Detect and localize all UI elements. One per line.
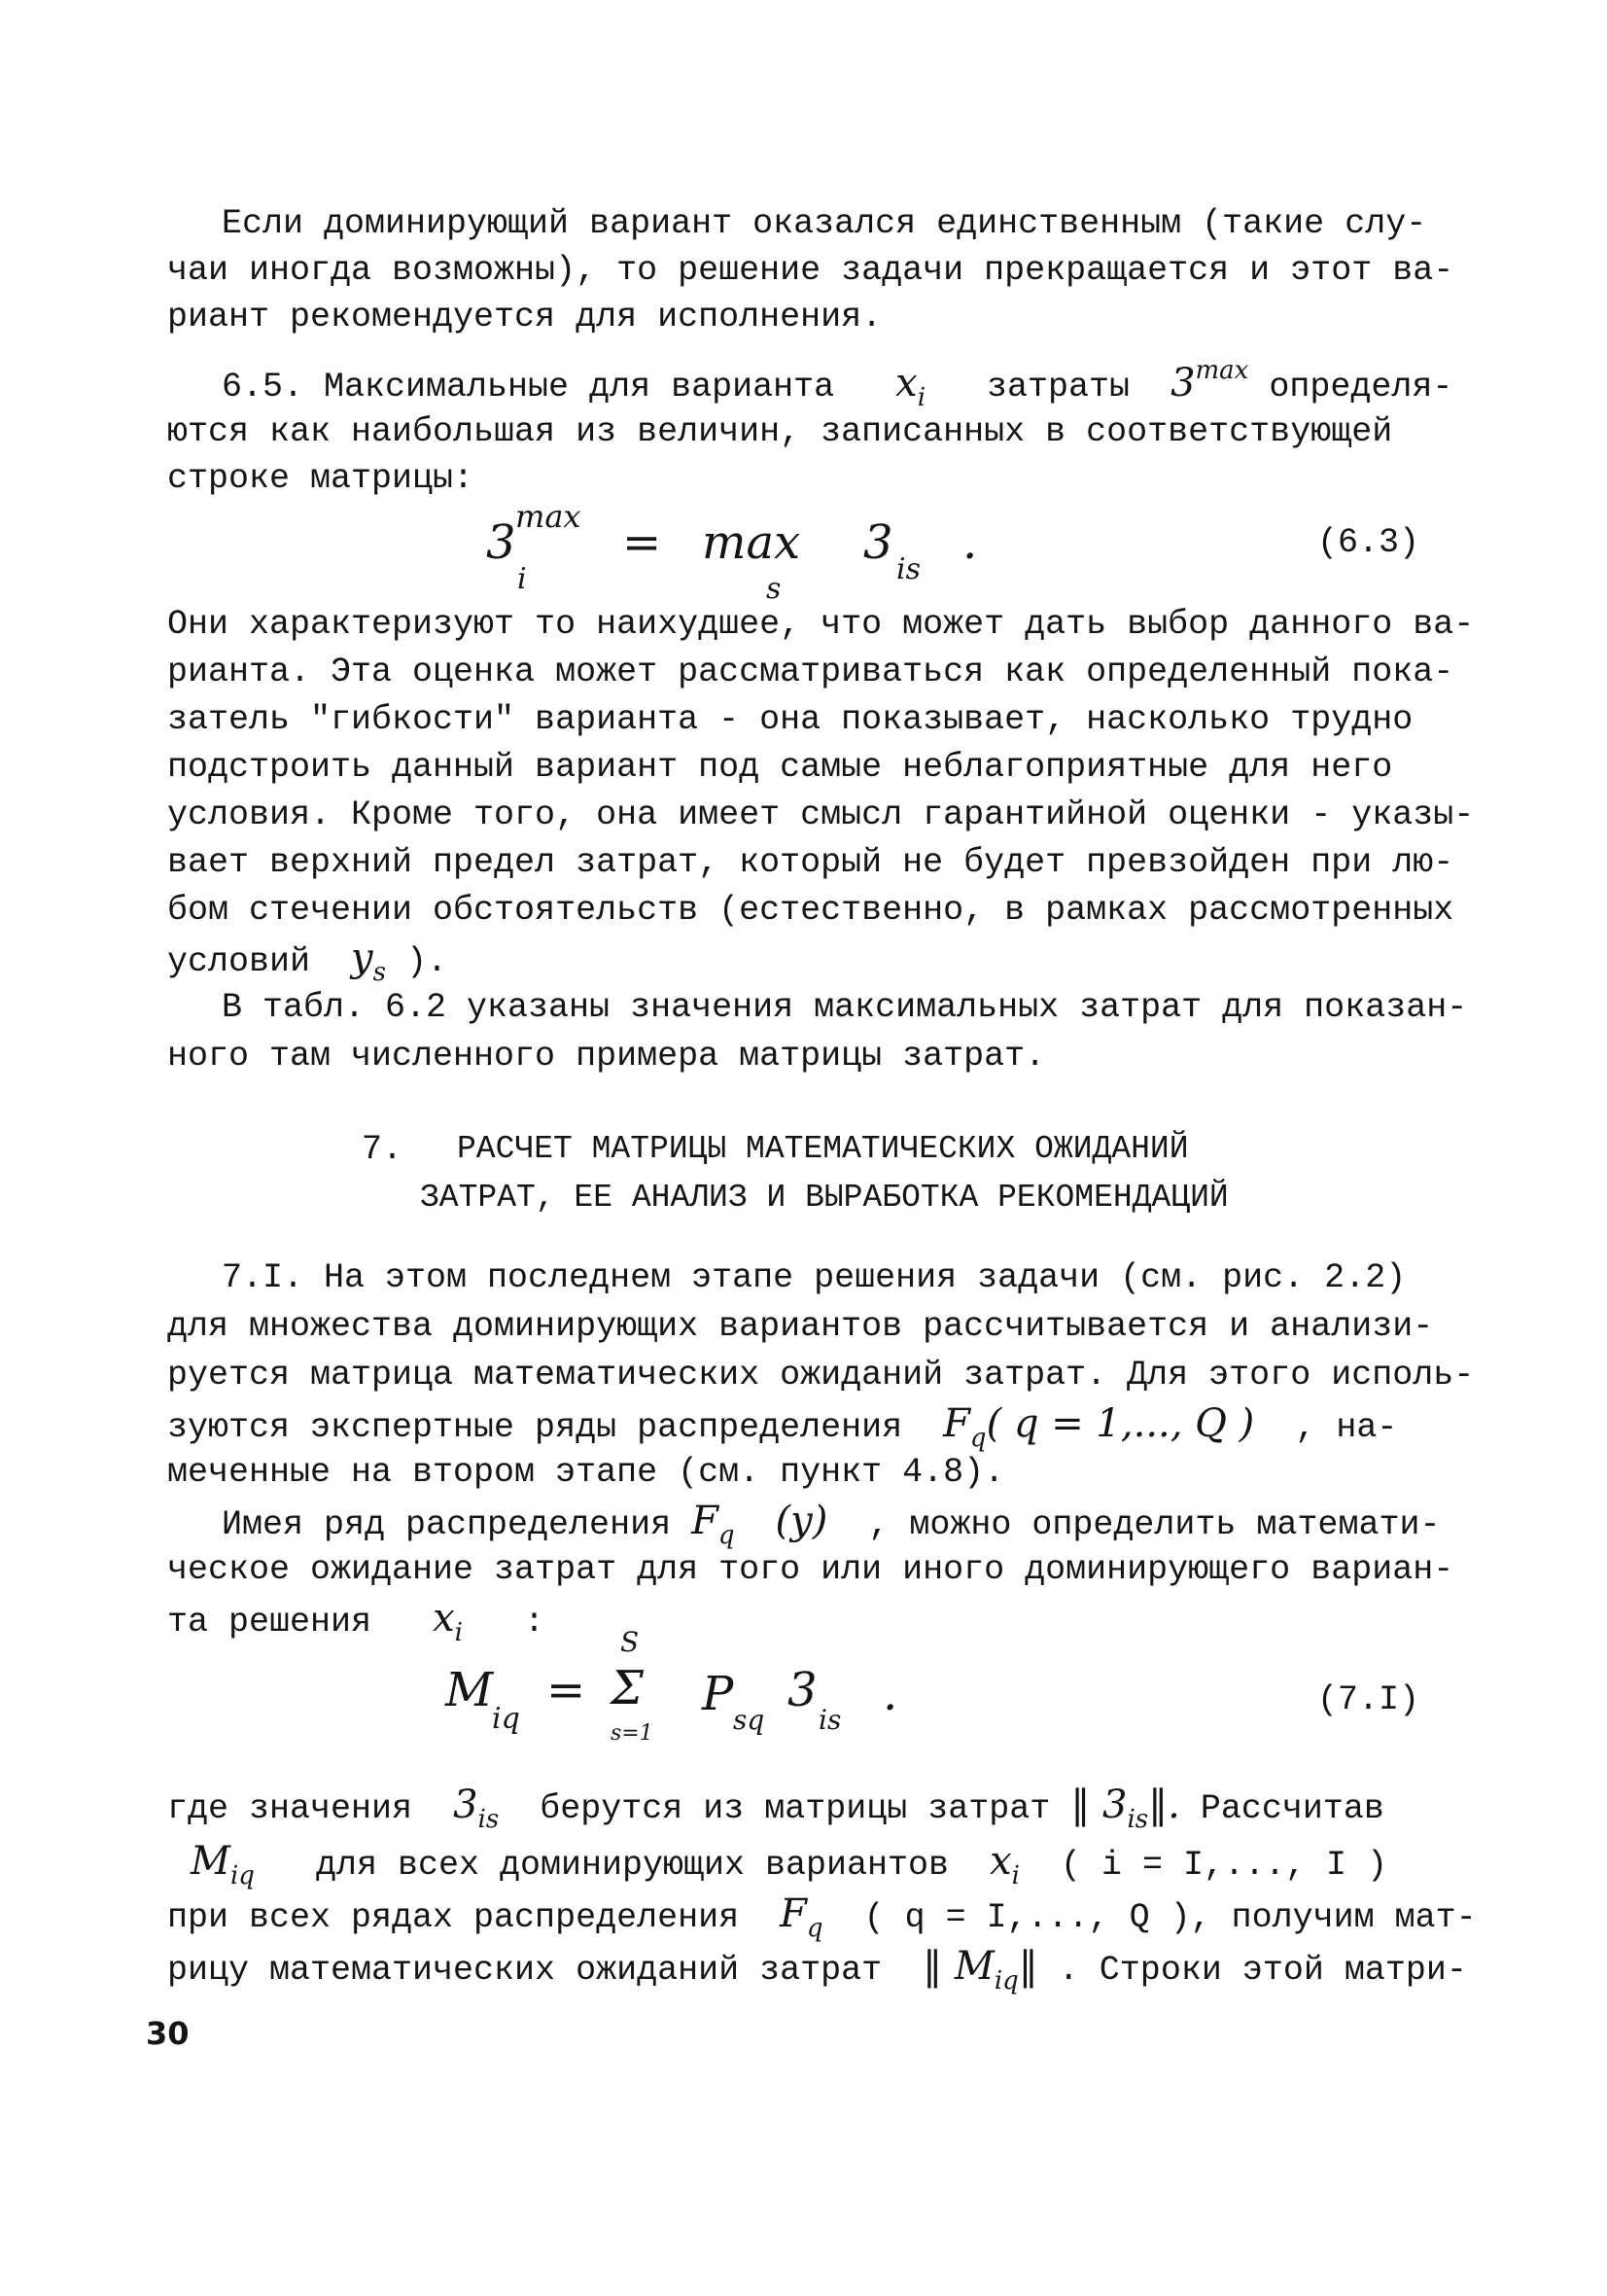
- paragraph-line: строке матрицы:: [167, 459, 474, 498]
- paragraph-line: рианта. Эта оценка может рассматриваться как определенный пока-: [167, 653, 1454, 691]
- paragraph-line: риант рекомендуется для исполнения.: [167, 298, 883, 336]
- paragraph-line: ются как наибольшая из величин, записанных в соответствующей: [167, 412, 1393, 451]
- paragraph-line: для множества доминирующих вариантов рассчитывается и анализи-: [167, 1307, 1434, 1346]
- paragraph-line: ного там численного примера матрицы затрат.: [167, 1037, 1046, 1076]
- paragraph-line: условий $y_s$ ).: [167, 936, 448, 987]
- paragraph-line: подстроить данный вариант под самые неблагоприятные для него: [167, 748, 1393, 787]
- paragraph-line: руется матрица математических ожиданий затрат. Для этого исполь-: [167, 1356, 1475, 1395]
- paragraph-line: В табл. 6.2 указаны значения максимальных затрат для показан-: [222, 988, 1468, 1027]
- paragraph-line: условия. Кроме того, она имеет смысл гарантийной оценки - указы-: [167, 795, 1475, 834]
- paragraph-line: та решения $x_i$ :: [167, 1596, 544, 1647]
- paragraph-line: Если доминирующий вариант оказался единственным (такие слу-: [222, 204, 1427, 243]
- equation-number: (6.3): [1317, 523, 1420, 562]
- paragraph-line: меченные на втором этапе (см. пункт 4.8).: [167, 1453, 1005, 1492]
- paragraph-line: Имея ряд распределения $F_q$ (y) , можно определить математи-: [222, 1499, 1441, 1550]
- equation-number: (7.I): [1317, 1680, 1420, 1719]
- paragraph-line: 6.5. Максимальные для варианта $x_i$ затраты $3^{max}$ определя-: [222, 356, 1453, 412]
- document-page: Если доминирующий вариант оказался единственным (такие слу- чаи иногда возможны), то решение задачи прекращается и этот ва- риант рекомендуется для исполнения. 6.5. Максимальные для варианта $x_i$ затраты $3^{max}$ определя- ются как наибольшая из величин, записанных в соответствующей строке матрицы: 3 max i = max s 3 is . (6.3) Они характеризуют то наихудшее, что может дать выбор данного ва- рианта. Эта оценка может рассматриваться как определенный пока- затель "гибкости" варианта - она показывает, насколько трудно подстроить данный вариант под самые неблагоприятные для него условия. Кроме того, она имеет смысл гарантийной оценки - указы- вает верхний предел затрат, который не будет превзойден при лю- бом стечении обстоятельств (естественно, в рамках рассмотренных условий $y_s$ ). В табл. 6.2 указаны значения максимальных затрат для показан- ного там численного примера матрицы затрат. 7. РАСЧЕТ МАТРИЦЫ МАТЕМАТИЧЕСКИХ ОЖИДАНИЙ ЗАТРАТ, ЕЕ АНАЛИЗ И ВЫРАБОТКА РЕКОМЕНДАЦИЙ 7.I. На этом последнем этапе решения задачи (см. рис. 2.2) для множества доминирующих вариантов рассчитывается и анализи- руется матрица математических ожиданий затрат. Для этого исполь- зуются экспертные ряды распределения $F_q$( q = 1,..., Q ) , на- меченные на втором этапе (см. пункт 4.8). Имея ряд распределения $F_q$ (y) , можно определить математи- ческое ожидание затрат для того или иного доминирующего вариан- та решения $x_i$ : M iq = S Σ s=1 P sq 3 is . (7.I) где значения $3_{is}$ берутся из матрицы затрат ‖ $3_{is}‖$. Рассчитав $M_{iq}$ для всех доминирующих вариантов $x_i$ ( i = I,..., I ) при всех рядах распределения $F_q$ ( q = I,..., Q ), получим мат- рицу математических ожиданий затрат ‖ $M_{iq}‖$ . Строки этой матри- 30: [0, 0, 1607, 2296]
- paragraph-line: при всех рядах распределения $F_q$ ( q = I,..., Q ), получим мат-: [167, 1891, 1477, 1943]
- section-number: 7.: [362, 1130, 403, 1169]
- paragraph-line: Они характеризуют то наихудшее, что может дать выбор данного ва-: [167, 605, 1475, 644]
- paragraph-line: чаи иногда возможны), то решение задачи прекращается и этот ва-: [167, 251, 1454, 290]
- paragraph-line: ческое ожидание затрат для того или иного доминирующего вариан-: [167, 1550, 1454, 1589]
- paragraph-line: $M_{iq}$ для всех доминирующих вариантов $x_i$ ( i = I,..., I ): [191, 1839, 1388, 1890]
- heading-line: РАСЧЕТ МАТРИЦЫ МАТЕМАТИЧЕСКИХ ОЖИДАНИЙ: [457, 1131, 1189, 1167]
- paragraph-line: 7.I. На этом последнем этапе решения задачи (см. рис. 2.2): [222, 1258, 1407, 1297]
- page-number: 30: [146, 2015, 190, 2052]
- paragraph-line: рицу математических ожиданий затрат ‖ $M_{iq}‖$ . Строки этой матри-: [167, 1944, 1467, 1996]
- heading-line: ЗАТРАТ, ЕЕ АНАЛИЗ И ВЫРАБОТКА РЕКОМЕНДАЦИЙ: [420, 1180, 1229, 1216]
- paragraph-line: где значения $3_{is}$ берутся из матрицы затрат ‖ $3_{is}‖$. Рассчитав: [167, 1783, 1384, 1834]
- paragraph-line: зуются экспертные ряды распределения $F_q$( q = 1,..., Q ) , на-: [167, 1401, 1398, 1453]
- paragraph-line: вает верхний предел затрат, который не будет превзойден при лю-: [167, 843, 1454, 882]
- paragraph-line: затель "гибкости" варианта - она показывает, насколько трудно: [167, 700, 1414, 739]
- paragraph-line: бом стечении обстоятельств (естественно, в рамках рассмотренных: [167, 891, 1454, 930]
